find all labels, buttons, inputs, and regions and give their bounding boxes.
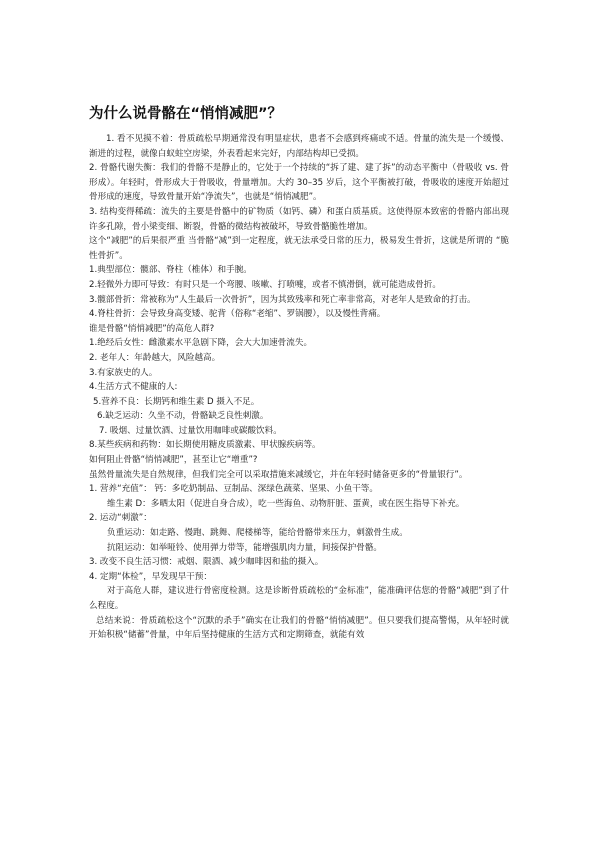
list-item-elderly: 2. 老年人：年龄越大，风险越高。 [89, 352, 221, 363]
list-item-exercise: 2. 运动“刺激”： [89, 513, 152, 524]
paragraph-summary: 总结来说：骨质疏松这个“沉默的杀手”确实在让我们的骨骼“悄悄减肥”。但只要我们提高警惕，从年轻时就开始积极“储蓄”骨量，中年后坚持健康的生活方式和定期筛查，就能有效 [89, 615, 509, 641]
section-heading-prevention: 如何阻止骨骼“悄悄减肥”，甚至让它“增重”? [89, 455, 258, 466]
paragraph-bone-density: 对于高危人群，建议进行骨密度检测。这是诊断骨质疏松的“金标准”，能准确评估您的骨骼“减肥”到了什么程度。 [89, 586, 509, 611]
list-item-vitamin-d: 维生素 D：多晒太阳（促进自身合成），吃一些海鱼、动物肝脏、蛋黄，或在医生指导下补充。 [107, 498, 465, 509]
document-body [89, 104, 509, 643]
paragraph-point-2: 2. 骨骼代谢失衡：我们的骨骼不是静止的，它处于一个持续的“拆了建、建了拆”的动态平衡中（骨吸收 vs. 骨形成）。年轻时，骨形成大于骨吸收，骨量增加。大约 30–35 岁后，这个平衡被打破，骨吸收的速度开始超过骨形成的速度，导致骨量开始“净流失”，也就是“悄悄减肥”。 [89, 163, 509, 203]
paragraph-point-3: 3. 结构变得稀疏：流失的主要是骨骼中的矿物质（如钙、磷）和蛋白质基质。这使得原本致密的骨骼内部出现许多孔隙，骨小梁变细、断裂，骨骼的微结构被破坏，导致骨骼脆性增加。 [89, 206, 509, 232]
list-item-nutrition: 1. 营养“充值”： 钙：多吃奶制品、豆制品、深绿色蔬菜、坚果、小鱼干等。 [89, 484, 378, 495]
list-item-minor-force: 2.轻微外力即可导致：有时只是一个弯腰、咳嗽、打喷嚏，或者不慎滑倒，就可能造成骨折。 [89, 279, 441, 290]
list-item-weight-bearing: 负重运动：如走路、慢跑、跳舞、爬楼梯等，能给骨骼带来压力，刺激骨生成。 [107, 528, 408, 539]
list-item-diseases: 8.某些疾病和药物：如长期使用糖皮质激素、甲状腺疾病等。 [89, 440, 321, 451]
list-item-postmenopausal: 1.绝经后女性：雌激素水平急剧下降，会大大加速骨流失。 [89, 338, 313, 349]
paragraph-consequence: 这个“减肥”的后果很严重 当骨骼“减”到一定程度，就无法承受日常的压力，极易发生骨折，这就是所谓的 “脆性骨折”。 [89, 236, 509, 261]
list-item-habits: 3. 改变不良生活习惯：戒烟、限酒、减少咖啡因和盐的摄入。 [89, 557, 324, 568]
list-item-hip-fracture: 3.髋部骨折：常被称为“人生最后一次骨折”，因为其致残率和死亡率非常高，对老年人是致命的打击。 [89, 294, 476, 305]
list-item-typical-sites: 1.典型部位：髋部、脊柱（椎体）和手腕。 [89, 265, 252, 276]
paragraph-prevention-intro: 虽然骨量流失是自然规律，但我们完全可以采取措施来减缓它，并在年轻时储备更多的“骨量银行”。 [89, 469, 468, 480]
list-item-resistance: 抗阻运动：如举哑铃、使用弹力带等，能增强肌肉力量，间接保护骨骼。 [107, 542, 383, 553]
list-item-lack-exercise: 6.缺乏运动：久坐不动，骨骼缺乏良性刺激。 [97, 411, 269, 422]
list-item-checkup: 4. 定期“体检”，早发现早干预： [89, 571, 212, 582]
list-item-lifestyle: 4.生活方式不健康的人: [89, 382, 178, 393]
list-item-malnutrition: 5.营养不良：长期钙和维生素 D 摄入不足。 [93, 396, 260, 407]
document-title: 为什么说骨骼在“悄悄减肥”？ [89, 106, 283, 122]
list-item-smoking: 7. 吸烟、过量饮酒、过量饮用咖啡或碳酸饮料。 [99, 425, 282, 436]
paragraph-point-1: 1. 看不见摸不着：骨质疏松早期通常没有明显症状，患者不会感到疼痛或不适。骨量的流失是一个缓慢、渐进的过程，就像白蚁蛀空房梁，外表看起来完好，内部结构却已受损。 [89, 134, 509, 159]
list-item-spine-fracture: 4.脊柱骨折：会导致身高变矮、驼背（俗称“老缩”、罗锅腰），以及慢性背痛。 [89, 309, 386, 320]
list-item-family-history: 3.有家族史的人。 [89, 367, 158, 378]
section-heading-risk-groups: 谁是骨骼“悄悄减肥”的高危人群? [89, 323, 215, 334]
